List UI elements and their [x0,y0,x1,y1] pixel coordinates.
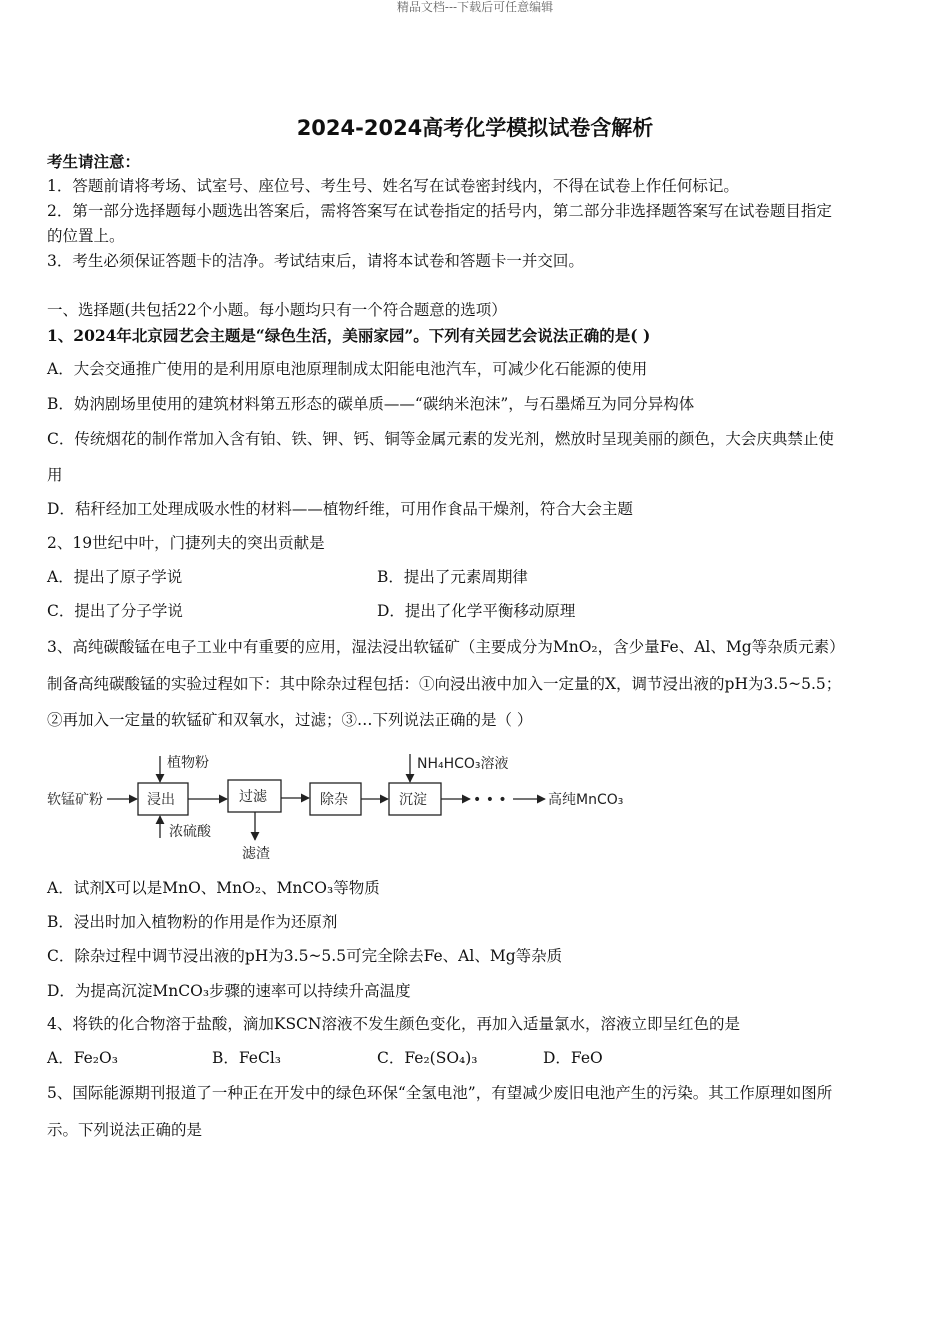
q3-flowchart [45,748,645,866]
q1-option-c-cont: 用 [47,466,63,484]
q1-option-c: C．传统烟花的制作常加入含有铂、铁、钾、钙、铜等金属元素的发光剂，燃放时呈现美丽的颜色，大会庆典禁止使 [47,430,834,448]
q4-stem: 4、将铁的化合物溶于盐酸，滴加KSCN溶液不发生颜色变化，再加入适量氯水，溶液立即呈红色的是 [47,1015,740,1033]
q3-option-d: D．为提高沉淀MnCO₃步骤的速率可以持续升高温度 [47,982,411,1000]
q2-option-a: A．提出了原子学说 [47,568,183,586]
q2-option-b: B．提出了元素周期律 [377,568,528,586]
q3-stem-1: 3、高纯碳酸锰在电子工业中有重要的应用，湿法浸出软锰矿（主要成分为MnO₂，含少量Fe、Al、Mg等杂质元素） [47,638,845,656]
page-title: 2024-2024高考化学模拟试卷含解析 [296,116,654,140]
flow-end-label: 高纯MnCO₃ [548,792,624,808]
page-header: 精品文档---下载后可任意编辑 [396,0,554,14]
q1-option-b: B．妫汭剧场里使用的建筑材料第五形态的碳单质——“碳纳米泡沫”，与石墨烯互为同分异构体 [47,395,695,413]
flow-residue-label: 滤渣 [242,846,270,862]
notice-item-1: 1．答题前请将考场、试室号、座位号、考生号、姓名写在试卷密封线内，不得在试卷上作任何标记。 [47,177,739,195]
q4-option-a: A．Fe₂O₃ [47,1049,118,1067]
q4-option-b: B．FeCl₃ [212,1049,282,1067]
q3-stem-3: ②再加入一定量的软锰矿和双氧水，过滤；③…下列说法正确的是（ ） [47,711,533,729]
q3-option-b: B．浸出时加入植物粉的作用是作为还原剂 [47,913,338,931]
section-heading: 一、选择题(共包括22个小题。每小题均只有一个符合题意的选项） [47,301,507,319]
flow-nh4hco3-label: NH₄HCO₃溶液 [417,756,509,772]
q1-option-d: D．秸秆经加工处理成吸水性的材料——植物纤维，可用作食品干燥剂，符合大会主题 [47,500,633,518]
q3-stem-2: 制备高纯碳酸锰的实验过程如下：其中除杂过程包括：①向浸出液中加入一定量的X，调节浸出液的pH为3.5~5.5； [47,675,842,693]
q3-option-c: C．除杂过程中调节浸出液的pH为3.5~5.5可完全除去Fe、Al、Mg等杂质 [47,947,563,965]
notice-item-2-cont: 的位置上。 [47,227,125,245]
notice-item-3: 3．考生必须保证答题卡的洁净。考试结束后，请将本试卷和答题卡一并交回。 [47,252,584,270]
q2-row-1 [47,566,900,588]
flow-box2-label: 过滤 [239,789,267,805]
q5-stem-1: 5、国际能源期刊报道了一种正在开发中的绿色环保“全氢电池”，有望减少废旧电池产生的污染。其工作原理如图所 [47,1084,833,1102]
flow-input-top: 植物粉 [167,755,209,771]
flow-box3-label: 除杂 [320,792,348,808]
q4-option-c: C．Fe₂(SO₄)₃ [377,1049,478,1067]
flow-box4-label: 沉淀 [399,792,427,808]
q1-option-a: A．大会交通推广使用的是利用原电池原理制成太阳能电池汽车，可减少化石能源的使用 [47,360,648,378]
q2-option-d: D．提出了化学平衡移动原理 [377,602,576,620]
q2-row-2 [47,600,900,622]
q2-option-c: C．提出了分子学说 [47,602,183,620]
q1-stem: 1、2024年北京园艺会主题是“绿色生活，美丽家园”。下列有关园艺会说法正确的是( ) [47,326,651,345]
q2-stem: 2、19世纪中叶，门捷列夫的突出贡献是 [47,534,325,552]
flow-box1-label: 浸出 [147,792,175,808]
notice-item-2: 2．第一部分选择题每小题选出答案后，需将答案写在试卷指定的括号内，第二部分非选择题答案写在试卷题目指定 [47,202,832,220]
q5-stem-2: 示。下列说法正确的是 [47,1121,203,1139]
flow-dots: • • • [473,792,507,808]
notice-heading: 考生请注意： [47,152,141,171]
q3-option-a: A．试剂X可以是MnO、MnO₂、MnCO₃等物质 [47,879,380,897]
q4-option-d: D．FeO [543,1049,603,1067]
flow-start-label: 软锰矿粉 [47,792,103,808]
flow-input-bottom: 浓硫酸 [169,824,211,840]
